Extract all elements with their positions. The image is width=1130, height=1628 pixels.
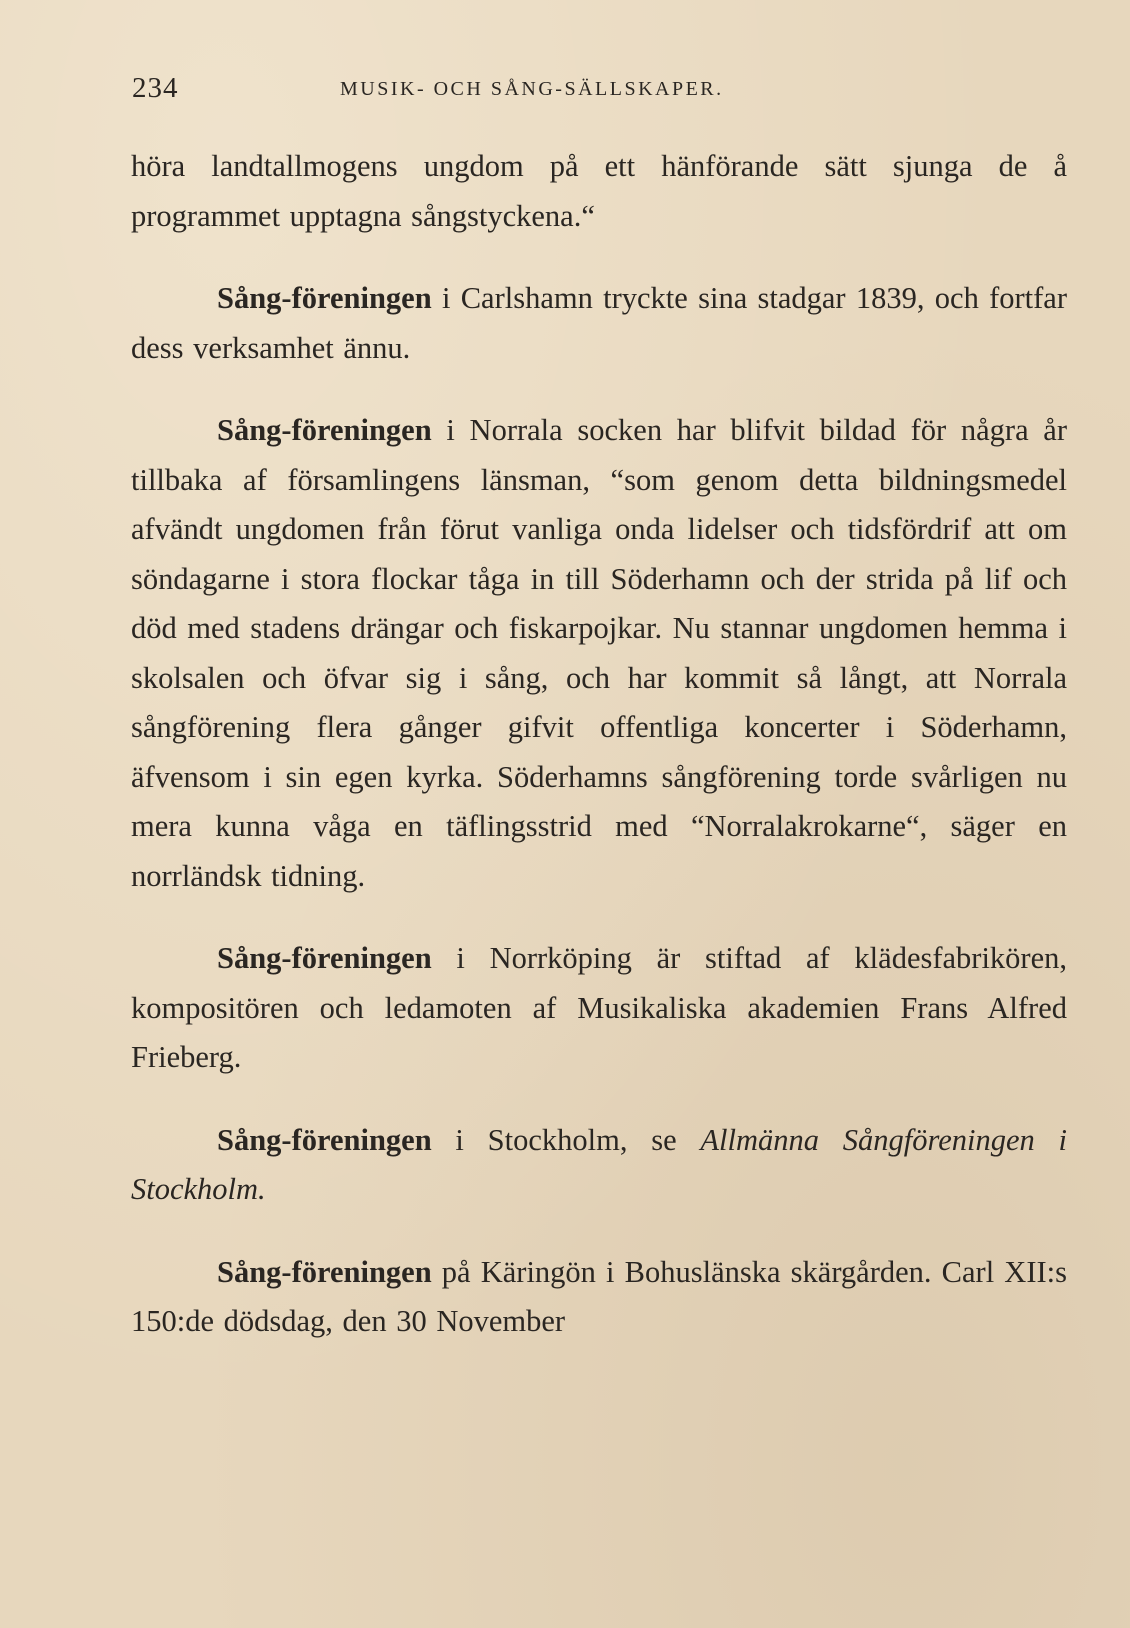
entry-heading: Sång-föreningen	[217, 281, 432, 315]
entry-norrala	[131, 406, 1067, 901]
running-title: MUSIK- OCH SÅNG-SÄLLSKAPER.	[340, 78, 724, 100]
entry-text: i Stockholm, se	[431, 1122, 701, 1157]
entry-text: på Käringön i Bohuslänska skärgården. Carl XII:s 150:de dödsdag, den 30 November	[131, 1254, 1067, 1338]
paragraph-continuation	[131, 142, 1067, 241]
entry-karingon	[131, 1248, 1067, 1347]
running-header	[132, 72, 1067, 108]
entry-heading: Sång-föreningen	[217, 413, 432, 447]
entry-heading: Sång-föreningen	[217, 1122, 432, 1157]
entry-norrkoping	[131, 934, 1067, 1083]
entry-text: i Norrala socken har blifvit bildad för några år tillbaka af församlingens länsman, “som genom detta bildningsmedel afvändt ungdomen från förut vanliga onda lidelser och tidsfördrif att om söndagarne i stora flockar tåga in till Söderhamn och der strida på lif och död med stadens drängar och fiskarpojkar. Nu stannar ungdomen hemma i skolsalen och öfvar sig i sång, och har kommit så långt, att Norrala sångförening flera gånger gifvit offentliga koncerter i Söderhamn, äfvensom i sin egen kyrka. Söderhamns sångförening torde svårligen nu mera kunna våga en täflingsstrid med “Norralakrokarne“, säger en norrländsk tidning.	[131, 413, 1067, 893]
page-number: 234	[132, 72, 179, 104]
body-text	[131, 142, 1067, 1347]
paragraph-text: höra landtallmogens ungdom på ett hänförande sätt sjunga de å programmet upptagna sångstyckena.“	[131, 149, 1067, 233]
cross-reference: Allmänna Sångföreningen i Stockholm.	[131, 1122, 1067, 1206]
entry-heading: Sång-föreningen	[217, 941, 432, 975]
entry-stockholm	[131, 1116, 1067, 1215]
entry-text: i Carlshamn tryckte sina stadgar 1839, och fortfar dess verksamhet ännu.	[131, 281, 1067, 365]
entry-text: i Norrköping är stiftad af klädesfabrikören, kompositören och ledamoten af Musikaliska akademien Frans Alfred Frieberg.	[131, 941, 1067, 1074]
entry-carlshamn	[131, 274, 1067, 373]
entry-heading: Sång-föreningen	[217, 1254, 432, 1289]
